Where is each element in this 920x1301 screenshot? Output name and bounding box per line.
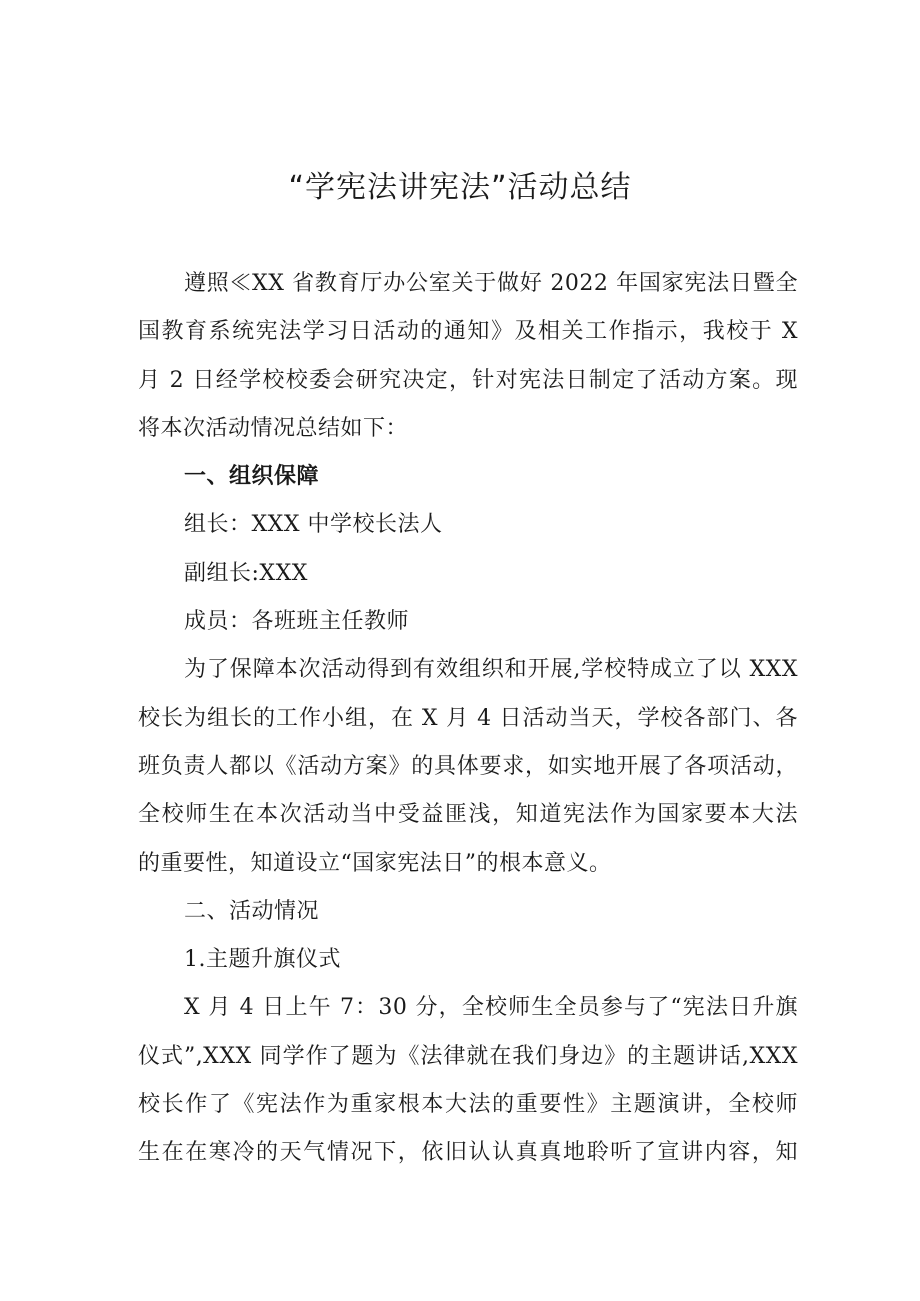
- paragraph-line: 的重要性，知道设立“国家宪法日”的根本意义。: [138, 850, 612, 876]
- paragraph-line: 国教育系统宪法学习日活动的通知》及相关工作指示，我校于 X: [138, 319, 798, 345]
- paragraph-line: 副组长:XXX: [184, 560, 308, 586]
- paragraph-line: X 月 4 日上午 7：30 分，全校师生全员参与了“宪法日升旗: [184, 995, 798, 1021]
- section-heading: 一、组织保障: [184, 464, 320, 490]
- paragraph-line: 月 2 日经学校校委会研究决定，针对宪法日制定了活动方案。现: [138, 367, 798, 393]
- paragraph-line: 将本次活动情况总结如下：: [138, 415, 409, 441]
- document-title: “学宪法讲宪法”活动总结: [288, 170, 632, 205]
- paragraph-line: 仪式”,XXX 同学作了题为《法律就在我们身边》的主题讲话,XXX: [138, 1043, 798, 1069]
- paragraph-line: 全校师生在本次活动当中受益匪浅，知道宪法作为国家要本大法: [138, 802, 798, 828]
- paragraph-line: 校长作了《宪法作为重家根本大法的重要性》主题演讲，全校师: [138, 1092, 798, 1118]
- paragraph-line: 校长为组长的工作小组，在 X 月 4 日活动当天，学校各部门、各: [138, 705, 798, 731]
- paragraph-line: 组长：XXX 中学校长法人: [184, 512, 443, 538]
- paragraph-line: 生在在寒冷的天气情况下，依旧认认真真地聆听了宣讲内容，知: [138, 1140, 798, 1166]
- paragraph-line: 遵照≪XX 省教育厅办公室关于做好 2022 年国家宪法日暨全: [184, 271, 798, 296]
- document-body: [138, 260, 798, 1178]
- paragraph-line: 为了保障本次活动得到有效组织和开展,学校特成立了以 XXX: [184, 657, 798, 683]
- subsection-heading: 1.主题升旗仪式: [184, 947, 341, 973]
- paragraph-line: 班负责人都以《活动方案》的具体要求，如实地开展了各项活动，: [138, 753, 798, 779]
- section-heading: 二、活动情况: [184, 898, 320, 924]
- paragraph-line: 成员：各班班主任教师: [184, 609, 410, 635]
